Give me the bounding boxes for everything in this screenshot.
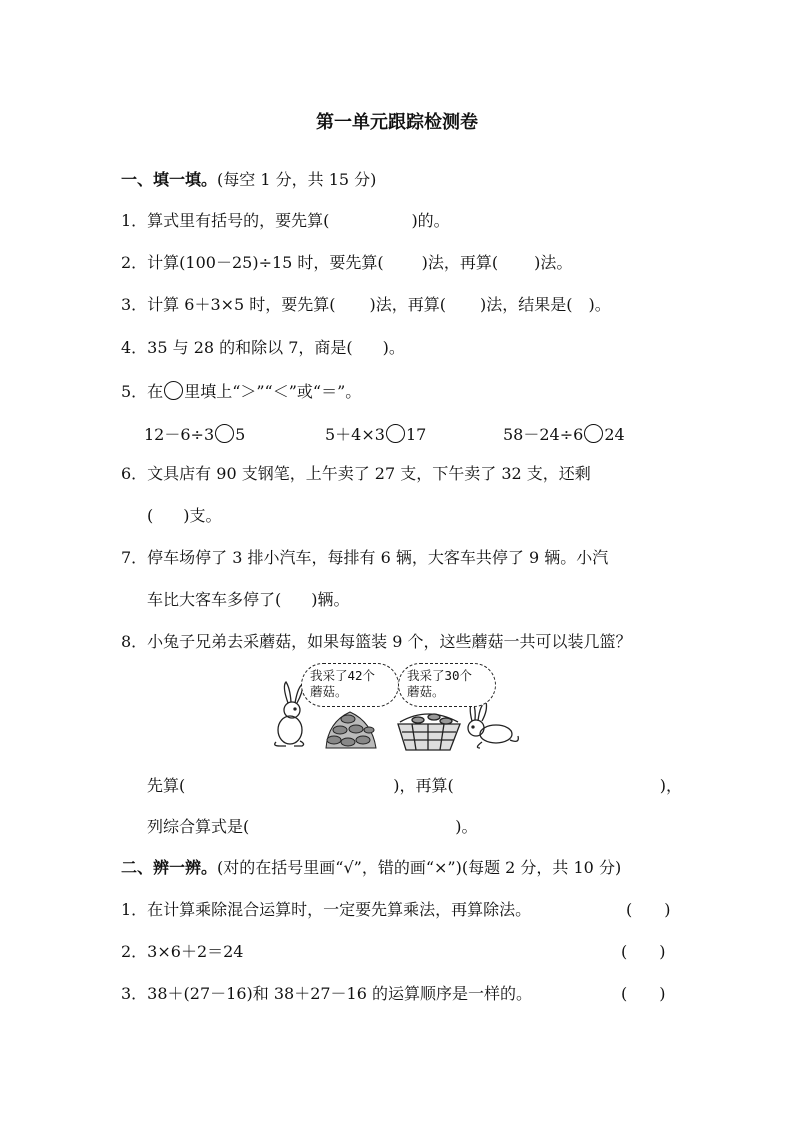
- compare-circle: [164, 381, 183, 400]
- section-1-note: (每空 1 分，共 15 分): [217, 170, 377, 189]
- compare-expression-1: 12－6÷3 5: [144, 425, 246, 444]
- question-5: 5．在 里填上“＞”“＜”或“＝”。: [121, 382, 362, 401]
- question-8-answer-line-2: 列综合算式是( )。: [147, 817, 478, 836]
- left-rabbit-icon: [275, 682, 304, 746]
- question-8: 8．小兔子兄弟去采蘑菇，如果每篮装 9 个，这些蘑菇一共可以装几篮？: [121, 632, 632, 651]
- compare-expression-3: 58－24÷6 24: [503, 425, 625, 444]
- judge-answer-3[interactable]: ( ): [621, 984, 666, 1003]
- judge-item-2: 2．3×6＋2＝24: [121, 942, 244, 961]
- mushroom-basket-icon: [398, 714, 460, 750]
- page-title: 第一单元跟踪检测卷: [316, 112, 478, 133]
- question-1: 1．算式里有括号的，要先算( )的。: [121, 211, 450, 230]
- section-1-title: 一、填一填。: [121, 170, 218, 189]
- question-6: 6．文具店有 90 支钢笔，上午卖了 27 支，下午卖了 32 支，还剩: [121, 464, 591, 483]
- question-2: 2．计算(100－25)÷15 时，要先算( )法，再算( )法。: [121, 253, 573, 272]
- mushroom-pile-icon: [326, 712, 376, 748]
- question-3: 3．计算 6＋3×5 时，要先算( )法，再算( )法，结果是( )。: [121, 295, 611, 314]
- question-7-answer-line: 车比大客车多停了( )辆。: [147, 590, 350, 609]
- question-6-answer-line: ( )支。: [147, 506, 222, 525]
- speech-bubble-right: 我采了30个 蘑菇。: [398, 663, 496, 707]
- compare-expression-2: 5＋4×3 17: [325, 425, 427, 444]
- question-4: 4．35 与 28 的和除以 7，商是( )。: [121, 338, 405, 357]
- judge-item-1: 1．在计算乘除混合运算时，一定要先算乘法，再算除法。: [121, 900, 532, 919]
- section-2-note: (对的在括号里画“√”，错的画“×”)(每题 2 分，共 10 分): [217, 858, 622, 877]
- compare-circle[interactable]: [215, 424, 234, 443]
- section-2-title: 二、辨一辨。: [121, 858, 218, 877]
- question-7: 7．停车场停了 3 排小汽车，每排有 6 辆，大客车共停了 9 辆。小汽: [121, 548, 609, 567]
- speech-bubble-left: 我采了42个 蘑菇。: [301, 663, 399, 707]
- compare-circle[interactable]: [386, 424, 405, 443]
- judge-item-3: 3．38＋(27－16)和 38＋27－16 的运算顺序是一样的。: [121, 984, 532, 1003]
- judge-answer-2[interactable]: ( ): [621, 942, 666, 961]
- question-8-answer-line-1: 先算( )，再算( )，: [147, 776, 682, 795]
- section-1-heading: [121, 170, 376, 190]
- judge-answer-1[interactable]: ( ): [626, 900, 671, 919]
- right-rabbit-icon: [468, 702, 518, 748]
- section-2-heading: [121, 858, 621, 878]
- compare-circle[interactable]: [584, 424, 603, 443]
